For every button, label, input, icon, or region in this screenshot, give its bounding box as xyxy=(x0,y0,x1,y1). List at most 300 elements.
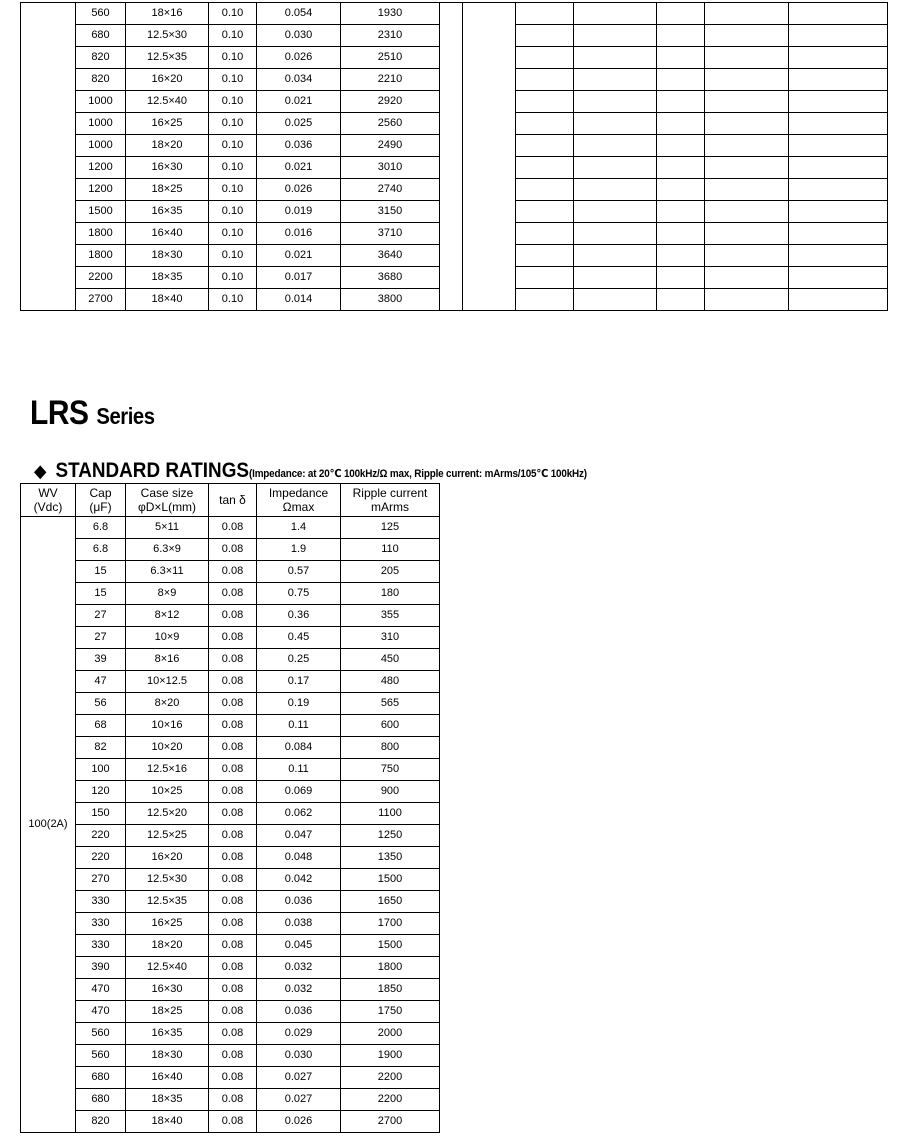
table-cell: 2200 xyxy=(341,1067,440,1089)
table-cell: 0.045 xyxy=(257,935,341,957)
empty-cell xyxy=(657,223,705,245)
empty-cell xyxy=(705,135,789,157)
table-cell: 0.026 xyxy=(257,1111,341,1133)
wv-cell: 100(2A) xyxy=(21,517,76,1133)
table-cell: 0.08 xyxy=(209,517,257,539)
table-cell: 0.08 xyxy=(209,979,257,1001)
table-cell: 16×30 xyxy=(126,979,209,1001)
empty-cell xyxy=(657,113,705,135)
series-title xyxy=(30,394,155,433)
empty-cell xyxy=(705,3,789,25)
lrs-table-body xyxy=(21,517,440,1133)
lrs-table-header xyxy=(21,484,440,517)
table-cell: 16×25 xyxy=(126,113,209,135)
empty-cell xyxy=(705,289,789,311)
table-cell: 2700 xyxy=(76,289,126,311)
table-cell: 0.10 xyxy=(209,135,257,157)
empty-cell xyxy=(516,267,574,289)
table-cell: 1700 xyxy=(341,913,440,935)
table-cell: 8×12 xyxy=(126,605,209,627)
diamond-bullet-icon: ◆ xyxy=(34,461,47,481)
table-cell: 0.19 xyxy=(257,693,341,715)
table-cell: 0.08 xyxy=(209,759,257,781)
table-cell: 0.032 xyxy=(257,957,341,979)
table-cell: 6.3×9 xyxy=(126,539,209,561)
empty-cell xyxy=(516,157,574,179)
table-cell: 1.9 xyxy=(257,539,341,561)
empty-cell xyxy=(657,25,705,47)
table-cell: 480 xyxy=(341,671,440,693)
empty-cell xyxy=(574,135,657,157)
empty-cell xyxy=(516,3,574,25)
table-cell: 1500 xyxy=(76,201,126,223)
table-cell: 3640 xyxy=(341,245,440,267)
empty-cell xyxy=(657,135,705,157)
empty-cell xyxy=(574,3,657,25)
table-row xyxy=(21,715,440,737)
standard-ratings-note: (Impedance: at 20℃ 100kHz/Ω max, Ripple current: mArms/105℃ 100kHz) xyxy=(249,468,587,480)
table-cell: 68 xyxy=(76,715,126,737)
empty-cell xyxy=(705,69,789,91)
table-cell: 0.062 xyxy=(257,803,341,825)
empty-cell xyxy=(574,69,657,91)
table-cell: 2000 xyxy=(341,1023,440,1045)
standard-ratings-heading xyxy=(34,459,587,483)
table-cell: 0.45 xyxy=(257,627,341,649)
table-cell: 0.036 xyxy=(257,891,341,913)
empty-cell xyxy=(657,179,705,201)
table-cell: 0.10 xyxy=(209,179,257,201)
empty-cell xyxy=(516,245,574,267)
table-cell: 1000 xyxy=(76,135,126,157)
table-cell: 27 xyxy=(76,605,126,627)
table-cell: 330 xyxy=(76,935,126,957)
table-row xyxy=(21,957,440,979)
empty-cell xyxy=(705,91,789,113)
empty-cell xyxy=(516,69,574,91)
empty-cell xyxy=(516,47,574,69)
table-cell: 2510 xyxy=(341,47,440,69)
table-cell: 0.021 xyxy=(257,91,341,113)
table-row xyxy=(21,3,888,25)
table-cell: 3680 xyxy=(341,267,440,289)
table-cell: 0.10 xyxy=(209,113,257,135)
table-cell: 56 xyxy=(76,693,126,715)
table-cell: 820 xyxy=(76,1111,126,1133)
table-cell: 0.08 xyxy=(209,957,257,979)
header-ripple-current: Ripple current mArms xyxy=(341,484,440,517)
table-cell: 0.10 xyxy=(209,69,257,91)
table-cell: 1650 xyxy=(341,891,440,913)
empty-cell xyxy=(516,91,574,113)
table-cell: 18×30 xyxy=(126,245,209,267)
empty-cell xyxy=(705,113,789,135)
table-row xyxy=(21,759,440,781)
empty-cell xyxy=(789,3,888,25)
table-cell: 0.08 xyxy=(209,1001,257,1023)
table-cell: 0.029 xyxy=(257,1023,341,1045)
empty-cell xyxy=(574,113,657,135)
table-cell: 270 xyxy=(76,869,126,891)
table-cell: 12.5×35 xyxy=(126,47,209,69)
standard-ratings-title: STANDARD RATINGS xyxy=(55,459,250,482)
table-cell: 12.5×16 xyxy=(126,759,209,781)
empty-cell xyxy=(657,3,705,25)
table-cell: 0.10 xyxy=(209,289,257,311)
table-cell: 560 xyxy=(76,1045,126,1067)
table-cell: 0.016 xyxy=(257,223,341,245)
table-cell: 16×30 xyxy=(126,157,209,179)
empty-cell xyxy=(657,289,705,311)
empty-cell xyxy=(789,135,888,157)
table-cell: 2490 xyxy=(341,135,440,157)
table-cell: 18×40 xyxy=(126,1111,209,1133)
table-cell: 560 xyxy=(76,1023,126,1045)
table-cell: 680 xyxy=(76,25,126,47)
table-cell: 565 xyxy=(341,693,440,715)
table-row xyxy=(21,1001,440,1023)
table-cell: 12.5×25 xyxy=(126,825,209,847)
table-cell: 750 xyxy=(341,759,440,781)
table-cell: 5×11 xyxy=(126,517,209,539)
table-cell: 16×35 xyxy=(126,201,209,223)
table-row xyxy=(21,979,440,1001)
empty-cell xyxy=(705,223,789,245)
empty-cell xyxy=(574,25,657,47)
header-cap: Cap (μF) xyxy=(76,484,126,517)
table-cell: 2700 xyxy=(341,1111,440,1133)
table-row xyxy=(21,935,440,957)
table-cell: 10×20 xyxy=(126,737,209,759)
table-cell: 470 xyxy=(76,1001,126,1023)
table-cell: 18×20 xyxy=(126,935,209,957)
table-cell: 0.08 xyxy=(209,1111,257,1133)
header-impedance: Impedance Ωmax xyxy=(257,484,341,517)
table-cell: 0.08 xyxy=(209,539,257,561)
table-cell: 1250 xyxy=(341,825,440,847)
table-cell: 0.032 xyxy=(257,979,341,1001)
table-cell: 220 xyxy=(76,825,126,847)
empty-cell xyxy=(440,3,463,311)
table-cell: 10×25 xyxy=(126,781,209,803)
table-cell: 12.5×30 xyxy=(126,25,209,47)
header-wv: WV (Vdc) xyxy=(21,484,76,517)
table-cell: 1930 xyxy=(341,3,440,25)
table-cell: 10×12.5 xyxy=(126,671,209,693)
table-cell: 180 xyxy=(341,583,440,605)
table-cell: 0.042 xyxy=(257,869,341,891)
table-cell: 15 xyxy=(76,561,126,583)
table-cell: 10×16 xyxy=(126,715,209,737)
table-cell: 16×35 xyxy=(126,1023,209,1045)
table-cell: 0.027 xyxy=(257,1089,341,1111)
table-cell: 0.017 xyxy=(257,267,341,289)
table-cell: 18×40 xyxy=(126,289,209,311)
table-row xyxy=(21,1111,440,1133)
table-cell: 15 xyxy=(76,583,126,605)
table-cell: 470 xyxy=(76,979,126,1001)
empty-cell xyxy=(789,47,888,69)
table-cell: 0.08 xyxy=(209,737,257,759)
table-cell: 2310 xyxy=(341,25,440,47)
empty-cell xyxy=(574,289,657,311)
table-cell: 0.08 xyxy=(209,1045,257,1067)
table-cell: 1900 xyxy=(341,1045,440,1067)
empty-cell xyxy=(705,201,789,223)
table-cell: 2200 xyxy=(341,1089,440,1111)
table-cell: 16×40 xyxy=(126,223,209,245)
empty-cell xyxy=(789,113,888,135)
table-row xyxy=(21,1045,440,1067)
empty-cell xyxy=(789,267,888,289)
table-cell: 18×35 xyxy=(126,1089,209,1111)
table-cell: 310 xyxy=(341,627,440,649)
empty-cell xyxy=(657,91,705,113)
table-row xyxy=(21,627,440,649)
table-cell: 12.5×30 xyxy=(126,869,209,891)
table-cell: 0.08 xyxy=(209,649,257,671)
table-cell: 125 xyxy=(341,517,440,539)
series-suffix: Series xyxy=(96,403,155,429)
empty-cell xyxy=(789,289,888,311)
table-cell: 600 xyxy=(341,715,440,737)
table-row xyxy=(21,583,440,605)
table-cell: 120 xyxy=(76,781,126,803)
table-cell: 0.08 xyxy=(209,781,257,803)
table-row xyxy=(21,847,440,869)
table-cell: 0.030 xyxy=(257,25,341,47)
empty-cell xyxy=(705,25,789,47)
table-cell: 1500 xyxy=(341,935,440,957)
table-cell: 0.57 xyxy=(257,561,341,583)
table-cell: 0.08 xyxy=(209,1023,257,1045)
empty-cell xyxy=(516,113,574,135)
table-cell: 0.08 xyxy=(209,561,257,583)
table-cell: 0.10 xyxy=(209,157,257,179)
empty-cell xyxy=(574,267,657,289)
empty-cell xyxy=(789,25,888,47)
empty-cell xyxy=(705,267,789,289)
table-cell: 1800 xyxy=(341,957,440,979)
empty-cell xyxy=(789,157,888,179)
table-cell: 2920 xyxy=(341,91,440,113)
table-row xyxy=(21,825,440,847)
table-cell: 0.08 xyxy=(209,671,257,693)
empty-cell xyxy=(705,157,789,179)
empty-cell xyxy=(657,201,705,223)
table-cell: 680 xyxy=(76,1089,126,1111)
table-cell: 820 xyxy=(76,69,126,91)
empty-cell xyxy=(657,47,705,69)
table-cell: 1.4 xyxy=(257,517,341,539)
table-cell: 12.5×20 xyxy=(126,803,209,825)
empty-cell xyxy=(574,91,657,113)
table-row xyxy=(21,1023,440,1045)
header-row xyxy=(21,484,440,517)
table-cell: 39 xyxy=(76,649,126,671)
table-cell: 0.08 xyxy=(209,869,257,891)
table-cell: 110 xyxy=(341,539,440,561)
table-cell: 0.034 xyxy=(257,69,341,91)
table-cell: 6.3×11 xyxy=(126,561,209,583)
table-cell: 18×20 xyxy=(126,135,209,157)
wv-cell xyxy=(21,3,76,311)
empty-cell xyxy=(657,157,705,179)
table-cell: 0.08 xyxy=(209,847,257,869)
empty-cell xyxy=(463,3,516,311)
table-cell: 0.036 xyxy=(257,135,341,157)
table-row xyxy=(21,605,440,627)
table-cell: 18×25 xyxy=(126,1001,209,1023)
table-cell: 0.10 xyxy=(209,245,257,267)
table-row xyxy=(21,913,440,935)
table-cell: 1500 xyxy=(341,869,440,891)
table-cell: 0.014 xyxy=(257,289,341,311)
table-row xyxy=(21,1089,440,1111)
empty-cell xyxy=(574,223,657,245)
table-cell: 0.047 xyxy=(257,825,341,847)
table-cell: 0.36 xyxy=(257,605,341,627)
empty-cell xyxy=(516,289,574,311)
table-cell: 1200 xyxy=(76,157,126,179)
table-row xyxy=(21,649,440,671)
table-row xyxy=(21,737,440,759)
table-cell: 330 xyxy=(76,913,126,935)
table-cell: 0.069 xyxy=(257,781,341,803)
table-cell: 0.08 xyxy=(209,935,257,957)
table-row xyxy=(21,869,440,891)
table-cell: 0.021 xyxy=(257,245,341,267)
table-row xyxy=(21,803,440,825)
empty-cell xyxy=(574,179,657,201)
empty-cell xyxy=(574,157,657,179)
table-cell: 2740 xyxy=(341,179,440,201)
table-cell: 0.11 xyxy=(257,759,341,781)
table-cell: 27 xyxy=(76,627,126,649)
empty-cell xyxy=(657,69,705,91)
empty-cell xyxy=(657,245,705,267)
table-cell: 0.10 xyxy=(209,267,257,289)
table-cell: 0.08 xyxy=(209,605,257,627)
empty-cell xyxy=(789,245,888,267)
table-cell: 0.027 xyxy=(257,1067,341,1089)
table-cell: 82 xyxy=(76,737,126,759)
table-cell: 0.038 xyxy=(257,913,341,935)
empty-cell xyxy=(657,267,705,289)
table-cell: 6.8 xyxy=(76,517,126,539)
table-cell: 0.08 xyxy=(209,1067,257,1089)
table-cell: 12.5×35 xyxy=(126,891,209,913)
table-cell: 2210 xyxy=(341,69,440,91)
table-cell: 0.026 xyxy=(257,47,341,69)
table-cell: 0.026 xyxy=(257,179,341,201)
table-cell: 0.025 xyxy=(257,113,341,135)
table-cell: 18×30 xyxy=(126,1045,209,1067)
table-cell: 355 xyxy=(341,605,440,627)
table-cell: 150 xyxy=(76,803,126,825)
table-cell: 0.17 xyxy=(257,671,341,693)
table-cell: 0.08 xyxy=(209,803,257,825)
table-row xyxy=(21,539,440,561)
table-cell: 0.10 xyxy=(209,201,257,223)
table-cell: 0.10 xyxy=(209,25,257,47)
empty-cell xyxy=(574,245,657,267)
table-cell: 100 xyxy=(76,759,126,781)
table-cell: 10×9 xyxy=(126,627,209,649)
table-cell: 0.030 xyxy=(257,1045,341,1067)
table-cell: 8×20 xyxy=(126,693,209,715)
lrs-ratings-table xyxy=(20,483,440,1133)
table-cell: 18×35 xyxy=(126,267,209,289)
table-cell: 330 xyxy=(76,891,126,913)
table-cell: 3710 xyxy=(341,223,440,245)
header-tan-delta: tan δ xyxy=(209,484,257,517)
table-cell: 3010 xyxy=(341,157,440,179)
empty-cell xyxy=(705,47,789,69)
table-cell: 2560 xyxy=(341,113,440,135)
table-cell: 390 xyxy=(76,957,126,979)
empty-cell xyxy=(516,135,574,157)
table-cell: 1100 xyxy=(341,803,440,825)
table-cell: 820 xyxy=(76,47,126,69)
table-cell: 1000 xyxy=(76,91,126,113)
continued-ratings-table xyxy=(20,2,888,311)
table-cell: 0.08 xyxy=(209,715,257,737)
table-cell: 0.08 xyxy=(209,1089,257,1111)
table-cell: 1850 xyxy=(341,979,440,1001)
table-cell: 6.8 xyxy=(76,539,126,561)
table-cell: 8×9 xyxy=(126,583,209,605)
table-row xyxy=(21,781,440,803)
table-cell: 47 xyxy=(76,671,126,693)
table-row xyxy=(21,517,440,539)
table-cell: 0.08 xyxy=(209,825,257,847)
empty-cell xyxy=(516,25,574,47)
table-cell: 0.75 xyxy=(257,583,341,605)
table-cell: 0.25 xyxy=(257,649,341,671)
table-cell: 16×25 xyxy=(126,913,209,935)
table-cell: 900 xyxy=(341,781,440,803)
table-cell: 0.036 xyxy=(257,1001,341,1023)
table-cell: 205 xyxy=(341,561,440,583)
table-cell: 0.10 xyxy=(209,3,257,25)
table-cell: 8×16 xyxy=(126,649,209,671)
table-cell: 0.08 xyxy=(209,913,257,935)
table-cell: 0.054 xyxy=(257,3,341,25)
empty-cell xyxy=(789,91,888,113)
empty-cell xyxy=(516,201,574,223)
header-case-size: Case size φD×L(mm) xyxy=(126,484,209,517)
table-cell: 680 xyxy=(76,1067,126,1089)
empty-cell xyxy=(789,179,888,201)
continued-ratings-body xyxy=(21,3,888,311)
table-cell: 0.048 xyxy=(257,847,341,869)
table-cell: 2200 xyxy=(76,267,126,289)
table-cell: 18×25 xyxy=(126,179,209,201)
table-cell: 0.10 xyxy=(209,47,257,69)
empty-cell xyxy=(516,179,574,201)
empty-cell xyxy=(574,201,657,223)
empty-cell xyxy=(789,201,888,223)
table-cell: 0.10 xyxy=(209,223,257,245)
table-row xyxy=(21,693,440,715)
series-name: LRS xyxy=(30,394,89,432)
empty-cell xyxy=(789,223,888,245)
empty-cell xyxy=(705,245,789,267)
table-cell: 1200 xyxy=(76,179,126,201)
table-cell: 0.11 xyxy=(257,715,341,737)
table-cell: 0.08 xyxy=(209,891,257,913)
